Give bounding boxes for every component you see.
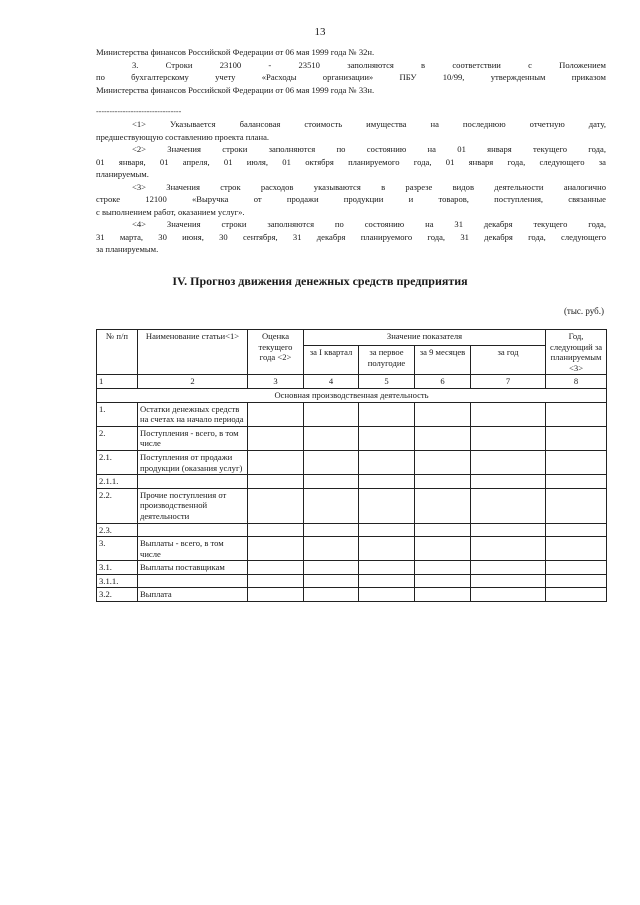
cell <box>546 426 607 450</box>
col-number: 4 <box>304 375 359 389</box>
cell <box>248 402 304 426</box>
cell <box>304 574 359 588</box>
cell <box>415 426 471 450</box>
cell <box>546 475 607 489</box>
page-number: 13 <box>314 26 326 38</box>
header-estimate: Оценка текущего года <2> <box>248 330 304 375</box>
cell <box>546 537 607 561</box>
footnote-2-line: 01 января, 01 апреля, 01 июля, 01 октября планируемого года, 01 января года, следующего за <box>96 156 606 167</box>
cell <box>248 475 304 489</box>
cell <box>359 488 415 523</box>
cell <box>304 402 359 426</box>
footnote-3-line: строке 12100 «Выручка от продажи продукции и товаров, поступления, связанные <box>96 194 606 204</box>
col-number: 3 <box>248 375 304 389</box>
footnotes <box>96 118 606 256</box>
col-number: 6 <box>415 375 471 389</box>
cell <box>471 574 546 588</box>
header-value-group: Значение показателя <box>304 330 546 346</box>
row-name <box>138 523 248 537</box>
cell <box>471 537 546 561</box>
cell <box>415 523 471 537</box>
header-h1: за первое полугодие <box>359 346 415 375</box>
cell <box>304 561 359 575</box>
intro-text <box>96 46 606 96</box>
intro-line: Министерства финансов Российской Федерации от 06 мая 1999 года № 33н. <box>96 84 375 95</box>
row-name: Остатки денежных средств на счетах на начало периода <box>138 402 248 426</box>
table-row <box>97 450 607 474</box>
cell <box>471 450 546 474</box>
cell <box>248 574 304 588</box>
row-num: 2.1. <box>97 450 138 474</box>
cell <box>304 523 359 537</box>
cell <box>546 588 607 602</box>
header-next-year: Год, следующий за планируемым <3> <box>546 330 607 375</box>
row-name: Прочие поступления от производственной деятельности <box>138 488 248 523</box>
cell <box>248 561 304 575</box>
cell <box>471 561 546 575</box>
intro-line: по бухгалтерскому учету «Расходы организации» ПБУ 10/99, утвержденным приказом <box>96 72 606 82</box>
row-name: Выплаты поставщикам <box>138 561 248 575</box>
footnote-3-line: с выполнением работ, оказанием услуг». <box>96 206 245 217</box>
cell <box>248 537 304 561</box>
header-9m: за 9 месяцев <box>415 346 471 375</box>
cell <box>248 588 304 602</box>
cell <box>304 475 359 489</box>
col-number: 1 <box>97 375 138 389</box>
cell <box>248 488 304 523</box>
cell <box>415 574 471 588</box>
table-row <box>97 475 607 489</box>
footnote-4-line: 31 марта, 30 июня, 30 сентября, 31 декабря планируемого года, 31 декабря года, следующего <box>96 231 606 242</box>
row-name <box>138 475 248 489</box>
row-num: 3.1. <box>97 561 138 575</box>
cell <box>304 426 359 450</box>
row-num: 2.1.1. <box>97 475 138 489</box>
cell <box>415 561 471 575</box>
row-num: 3. <box>97 537 138 561</box>
intro-line: Министерства финансов Российской Федерации от 06 мая 1999 года № 32н. <box>96 47 375 57</box>
cell <box>546 523 607 537</box>
cell <box>248 426 304 450</box>
intro-line: 3. Строки 23100 - 23510 заполняются в соответствии с Положением <box>132 59 606 70</box>
table-row <box>97 588 607 602</box>
row-name: Выплата <box>138 588 248 602</box>
cell <box>471 475 546 489</box>
footnote-1-line: <1> Указывается балансовая стоимость имущества на последнюю отчетную дату, <box>132 119 606 129</box>
col-number: 7 <box>471 375 546 389</box>
cell <box>359 402 415 426</box>
footnote-1-line: предшествующую составлению проекта плана. <box>96 131 270 142</box>
table-row <box>97 523 607 537</box>
row-name: Поступления - всего, в том числе <box>138 426 248 450</box>
table-row <box>97 574 607 588</box>
row-name: Поступления от продажи продукции (оказания услуг) <box>138 450 248 474</box>
col-number: 5 <box>359 375 415 389</box>
cell <box>304 537 359 561</box>
header-year: за год <box>471 346 546 375</box>
row-name <box>138 574 248 588</box>
footnote-separator: -------------------------------- <box>96 107 182 116</box>
cell <box>248 450 304 474</box>
cell <box>304 450 359 474</box>
cell <box>248 523 304 537</box>
footnote-4-line: за планируемым. <box>96 244 159 254</box>
cell <box>546 402 607 426</box>
table-row <box>97 426 607 450</box>
cell <box>359 561 415 575</box>
cell <box>359 475 415 489</box>
row-num: 1. <box>97 402 138 426</box>
cell <box>471 488 546 523</box>
units-label: (тыс. руб.) <box>563 306 604 316</box>
footnote-4-line: <4> Значения строки заполняются по состоянию на 31 декабря текущего года, <box>132 219 606 229</box>
header-name: Наименование статьи<1> <box>138 330 248 375</box>
row-name: Выплаты - всего, в том числе <box>138 537 248 561</box>
cell <box>304 588 359 602</box>
cell <box>359 588 415 602</box>
cell <box>415 588 471 602</box>
column-number-row <box>97 375 607 389</box>
cell <box>546 450 607 474</box>
row-num: 3.1.1. <box>97 574 138 588</box>
section-row <box>97 388 607 402</box>
table-row <box>97 402 607 426</box>
cell <box>415 475 471 489</box>
header-q1: за I квартал <box>304 346 359 375</box>
footnote-3-line: <3> Значения строк расходов указываются в разрезе видов деятельности аналогично <box>132 181 606 192</box>
row-num: 2. <box>97 426 138 450</box>
footnote-2-line: <2> Значения строки заполняются по состоянию на 01 января текущего года, <box>132 144 606 154</box>
table-row <box>97 537 607 561</box>
cell <box>415 402 471 426</box>
cell <box>304 488 359 523</box>
row-num: 2.2. <box>97 488 138 523</box>
cell <box>415 537 471 561</box>
row-num: 2.3. <box>97 523 138 537</box>
cell <box>359 426 415 450</box>
table-header-row <box>97 330 607 346</box>
cell <box>471 402 546 426</box>
cell <box>359 450 415 474</box>
cell <box>546 488 607 523</box>
cash-flow-table <box>96 329 607 602</box>
footnote-2-line: планируемым. <box>96 169 149 179</box>
cell <box>359 523 415 537</box>
table-row <box>97 488 607 523</box>
table-row <box>97 561 607 575</box>
cell <box>546 561 607 575</box>
col-number: 8 <box>546 375 607 389</box>
header-num: № п/п <box>97 330 138 375</box>
section-title: IV. Прогноз движения денежных средств предприятия <box>172 274 468 288</box>
cell <box>415 488 471 523</box>
row-num: 3.2. <box>97 588 138 602</box>
cell <box>415 450 471 474</box>
cell <box>471 426 546 450</box>
cell <box>359 574 415 588</box>
col-number: 2 <box>138 375 248 389</box>
cell <box>471 588 546 602</box>
section-label: Основная производственная деятельность <box>97 388 607 402</box>
cell <box>471 523 546 537</box>
cell <box>359 537 415 561</box>
cell <box>546 574 607 588</box>
